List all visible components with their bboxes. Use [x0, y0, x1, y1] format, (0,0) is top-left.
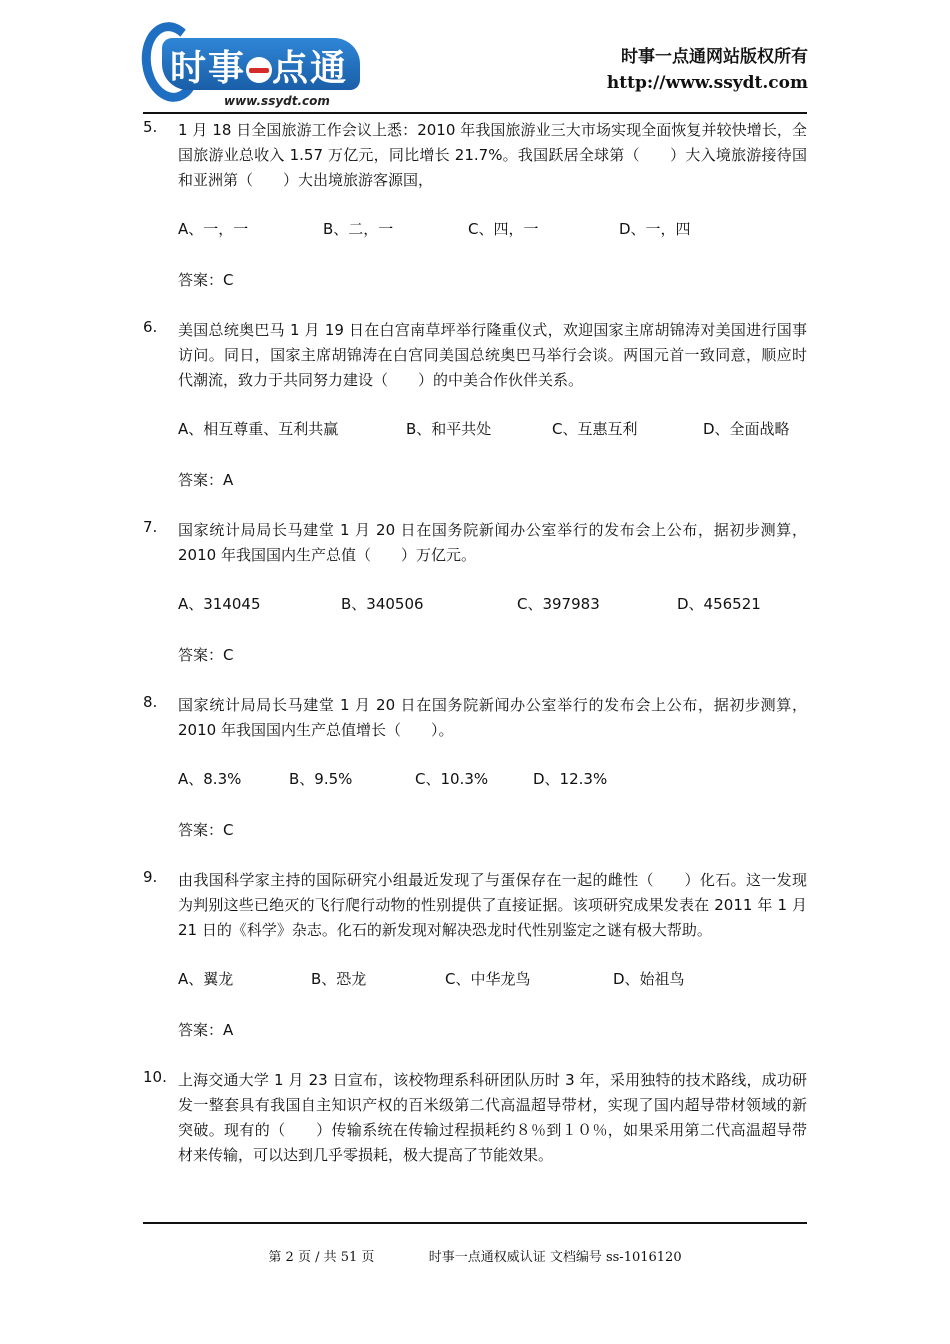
question-number: 5.: [143, 118, 158, 136]
page-header: [140, 14, 808, 114]
question-10: [143, 1068, 807, 1168]
question-5: [143, 118, 807, 293]
option-b: B、340506: [341, 595, 424, 613]
question-number: 7.: [143, 518, 158, 536]
question-options: [178, 218, 807, 243]
question-answer: 答案：C: [178, 271, 234, 289]
page-footer: [0, 1246, 950, 1265]
option-b: B、9.5%: [289, 770, 353, 788]
question-options: [178, 968, 807, 993]
question-answer: 答案：A: [178, 1021, 234, 1039]
header-divider: [143, 112, 807, 114]
option-d: D、456521: [677, 595, 761, 613]
copyright-url: http://www.ssydt.com: [606, 73, 808, 93]
question-9: [143, 868, 807, 1043]
question-8: [143, 693, 807, 843]
question-answer: 答案：C: [178, 646, 234, 664]
option-c: C、397983: [517, 595, 600, 613]
copyright-notice: [607, 44, 808, 96]
question-list: [143, 118, 807, 1168]
option-a: A、翼龙: [178, 970, 234, 988]
question-answer: 答案：C: [178, 821, 234, 839]
logo-text-right: 点通: [272, 48, 349, 89]
logo-text: [170, 40, 348, 91]
question-answer: 答案：A: [178, 471, 234, 489]
option-a: A、一，一: [178, 220, 249, 238]
question-text: 国家统计局局长马建堂 1 月 20 日在国务院新闻办公室举行的发布会上公布，据初步测算，2010 年我国国内生产总值（ ）万亿元。: [178, 521, 807, 564]
question-number: 10.: [143, 1068, 167, 1086]
question-text: 国家统计局局长马建堂 1 月 20 日在国务院新闻办公室举行的发布会上公布，据初步测算，2010 年我国国内生产总值增长（ ）。: [178, 696, 807, 739]
question-text: 1 月 18 日全国旅游工作会议上悉：2010 年我国旅游业三大市场实现全面恢复并较快增长，全国旅游业总收入 1.57 万亿元，同比增长 21.7%。我国跃居全球第（ ）大入境旅游接待国和亚洲第（ ）大出境旅游客源国，: [178, 121, 807, 189]
question-7: [143, 518, 807, 668]
option-d: D、12.3%: [533, 770, 608, 788]
logo-dot-icon: [246, 57, 272, 83]
question-options: [178, 418, 807, 443]
question-text: 上海交通大学 1 月 23 日宣布，该校物理系科研团队历时 3 年，采用独特的技术路线，成功研发一整套具有我国自主知识产权的百米级第二代高温超导带材，实现了国内超导带材领域的新突破。现有的（ ）传输系统在传输过程损耗约８％到１０％，如果采用第二代高温超导带材来传输，可以达到几乎零损耗，极大提高了节能效果。: [178, 1071, 807, 1164]
footer-divider: [143, 1222, 807, 1224]
option-a: A、8.3%: [178, 770, 242, 788]
document-id: 时事一点通权威认证 文档编号 ss-1016120: [428, 1250, 682, 1265]
option-c: C、10.3%: [415, 770, 489, 788]
question-6: [143, 318, 807, 493]
option-b: B、恐龙: [311, 970, 367, 988]
option-a: A、相互尊重、互利共赢: [178, 420, 339, 438]
question-text: 由我国科学家主持的国际研究小组最近发现了与蛋保存在一起的雌性（ ）化石。这一发现为判别这些已绝灭的飞行爬行动物的性别提供了直接证据。该项研究成果发表在 2011 年 1 月 21 日的《科学》杂志。化石的新发现对解决恐龙时代性别鉴定之谜有极大帮助。: [178, 871, 807, 939]
option-c: C、互惠互利: [552, 420, 638, 438]
option-d: D、始祖鸟: [613, 970, 685, 988]
copyright-line1: 时事一点通网站版权所有: [621, 47, 808, 67]
question-number: 6.: [143, 318, 158, 336]
page-number: 第 2 页 / 共 51 页: [268, 1250, 375, 1265]
question-options: [178, 593, 807, 618]
option-b: B、二，一: [323, 220, 394, 238]
option-d: D、全面战略: [703, 420, 790, 438]
option-b: B、和平共处: [406, 420, 492, 438]
question-number: 9.: [143, 868, 158, 886]
question-text: 美国总统奥巴马 1 月 19 日在白宫南草坪举行隆重仪式，欢迎国家主席胡锦涛对美国进行国事访问。同日，国家主席胡锦涛在白宫同美国总统奥巴马举行会谈。两国元首一致同意，顺应时代潮流，致力于共同努力建设（ ）的中美合作伙伴关系。: [178, 321, 807, 389]
logo-text-left: 时事: [170, 48, 247, 89]
question-number: 8.: [143, 693, 158, 711]
option-a: A、314045: [178, 595, 261, 613]
option-c: C、中华龙鸟: [445, 970, 531, 988]
logo: [140, 14, 380, 114]
option-c: C、四，一: [468, 220, 539, 238]
option-d: D、一，四: [619, 220, 691, 238]
question-options: [178, 768, 807, 793]
logo-url: www.ssydt.com: [224, 94, 330, 108]
